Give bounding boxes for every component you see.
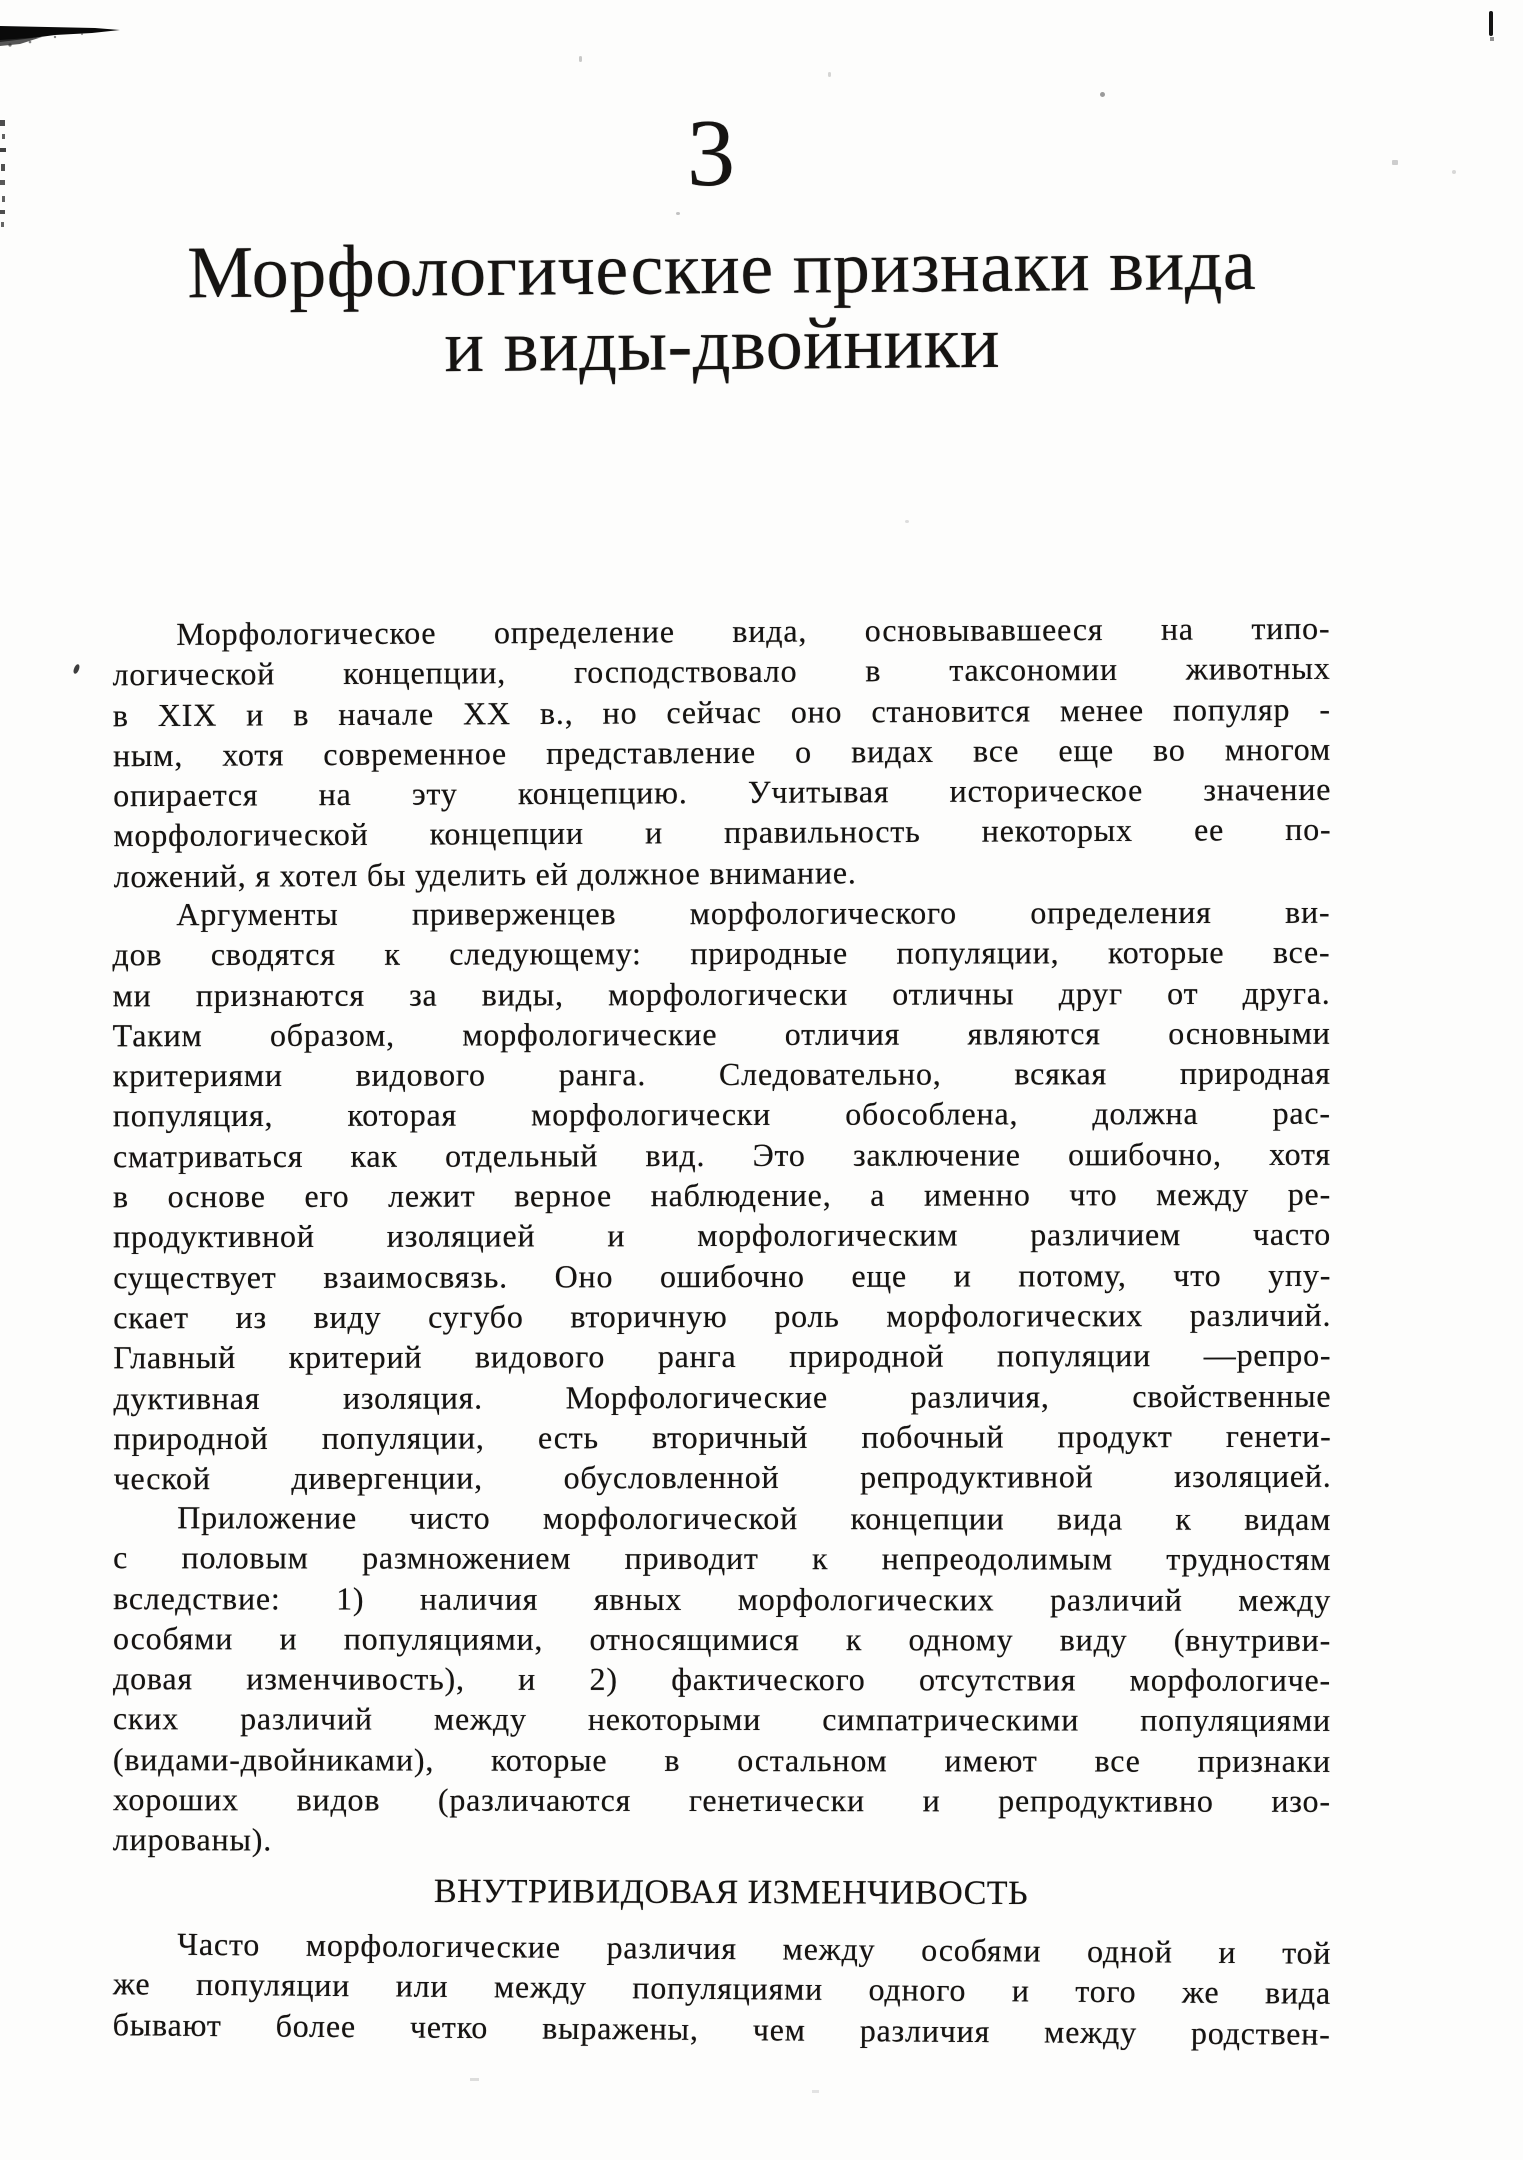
text-line: бывают более четко выражены, чем различия между родствен- — [112, 2005, 1331, 2052]
text-line: существует взаимосвязь. Оно ошибочно еще и потому, что упу- — [113, 1256, 1332, 1296]
closing-text — [113, 1923, 1332, 2053]
text-line: в основе его лежит верное наблюдение, а именно что между ре- — [112, 1175, 1332, 1215]
text-line: популяция, которая морфологически обособлена, должна рас- — [112, 1095, 1331, 1134]
text-line: опирается на эту концепцию. Учитывая историческое значение — [113, 770, 1332, 814]
text-line: же популяции или между популяциями одного и того же вида — [112, 1965, 1332, 2012]
text-line: природной популяции, есть вторичный побочный продукт генети- — [113, 1417, 1332, 1457]
text-line: вследствие: 1) наличия явных морфологических различий между — [113, 1579, 1332, 1617]
scan-smudge-icon — [0, 18, 140, 52]
text-line: скает из виду сугубо вторичную роль морфологических различий. — [113, 1296, 1332, 1336]
text-line: логической концепции, господствовало в таксономии животных — [112, 650, 1331, 693]
scan-speck — [1392, 160, 1398, 165]
scan-mark-top-right — [1489, 11, 1493, 36]
text-line: ми признаются за виды, морфологически отличны друг от друга. — [112, 974, 1331, 1013]
scan-speck — [828, 72, 831, 77]
text-line: хороших видов (различаются генетически и репродуктивно изо- — [112, 1780, 1331, 1819]
text-line: дуктивная изоляция. Морфологические различия, свойственные — [113, 1377, 1332, 1416]
text-line: Таким образом, морфологические отличия являются основными — [112, 1014, 1331, 1054]
body-text — [113, 611, 1331, 1860]
text-line: ным, хотя современное представление о видах все еще во многом — [112, 730, 1332, 774]
text-line: продуктивной изоляцией и морфологическим различием часто — [113, 1216, 1332, 1255]
text-line: морфологической концепции и правильность некоторых ее по- — [113, 811, 1332, 854]
text-line: Приложение чисто морфологической концепции вида к видам — [177, 1498, 1332, 1537]
text-line: Главный критерий видового ранга природной популяции —репро- — [113, 1337, 1332, 1376]
scan-speck — [676, 212, 680, 215]
scan-edge-marks-icon — [0, 112, 10, 237]
scan-speck — [470, 2078, 479, 2081]
paragraph — [112, 608, 1331, 896]
scan-speck — [579, 56, 582, 62]
paragraph — [113, 1923, 1332, 2053]
paragraph — [113, 1497, 1332, 1861]
text-line: Морфологическое определение вида, основывавшееся на типо- — [176, 609, 1331, 652]
text-line: лированы). — [112, 1821, 273, 1858]
page-title-line-2: и виды-двойники — [444, 301, 1001, 389]
text-line: довая изменчивость), и 2) фактического отсутствия морфологиче- — [112, 1659, 1332, 1698]
text-line: ложений, я хотел бы уделить ей должное внимание. — [113, 854, 857, 894]
chapter-number: 3 — [686, 98, 736, 207]
scan-speck — [1452, 170, 1456, 174]
text-line: сматриваться как отдельный вид. Это заключение ошибочно, хотя — [112, 1135, 1331, 1175]
text-line: в XIX и в начале XX в., но сейчас оно становится менее популяр - — [112, 690, 1331, 733]
text-line: дов сводятся к следующему: природные популяции, которые все- — [112, 934, 1331, 973]
text-line: Часто морфологические различия между особями одной и той — [177, 1925, 1332, 1971]
text-line: критериями видового ранга. Следовательно, всякая природная — [112, 1054, 1331, 1094]
scan-speck — [905, 520, 909, 523]
scan-speck-comma — [73, 664, 81, 675]
text-line: особями и популяциями, относящимися к одному виду (внутриви- — [113, 1619, 1332, 1658]
scan-mark-top-right-dot — [1490, 37, 1494, 41]
text-line: (видами-двойниками), которые в остальном имеют все признаки — [112, 1740, 1331, 1779]
scan-speck — [812, 2090, 819, 2093]
text-line: Аргументы приверженцев морфологического определения ви- — [176, 893, 1331, 933]
text-line: ческой дивергенции, обусловленной репродуктивной изоляцией. — [113, 1457, 1332, 1497]
text-line: ских различий между некоторыми симпатрическими популяциями — [112, 1700, 1331, 1738]
section-heading: ВНУТРИВИДОВАЯ ИЗМЕНЧИВОСТЬ — [433, 1872, 1029, 1913]
scan-speck — [1100, 92, 1105, 97]
paragraph — [112, 892, 1331, 1499]
text-line: с половым размножением приводит к непреодолимым трудностям — [113, 1538, 1332, 1577]
page-title-line-1: Морфологические признаки вида — [186, 223, 1257, 315]
page-title — [112, 223, 1331, 389]
